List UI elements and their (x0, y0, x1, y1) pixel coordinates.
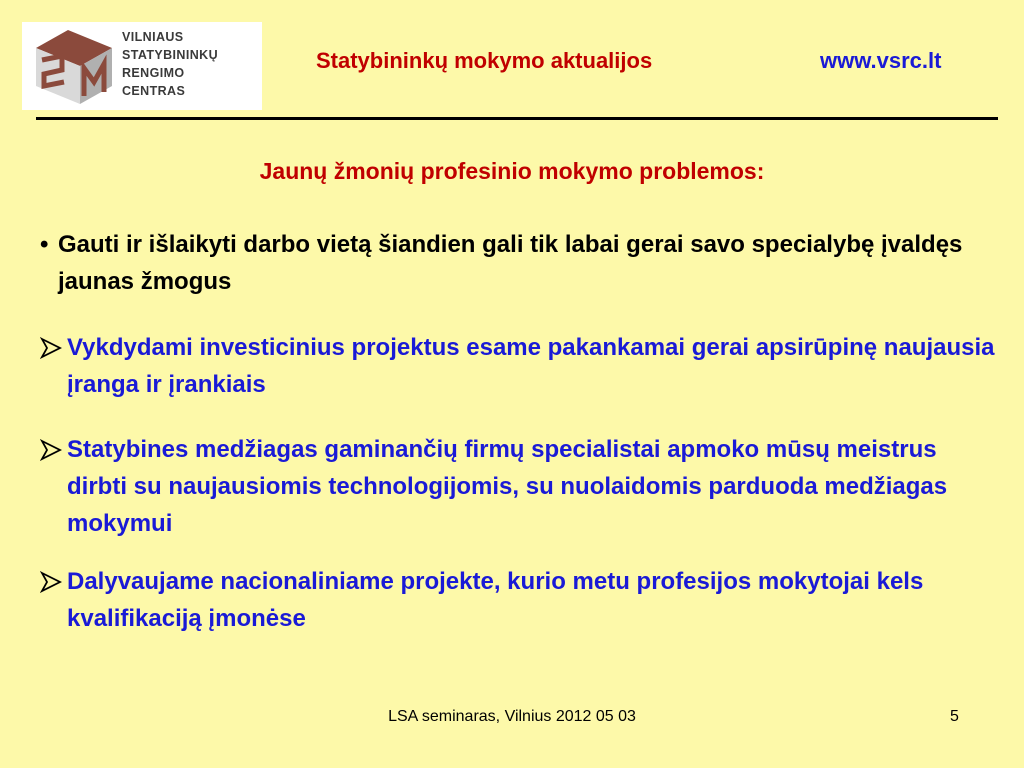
arrow-list-item (40, 563, 1000, 637)
arrow-bullet-icon (40, 571, 62, 593)
logo-text (122, 28, 218, 100)
logo-line: VILNIAUS (122, 30, 184, 44)
header-divider (36, 117, 998, 120)
header-url-link[interactable]: www.vsrc.lt (820, 48, 942, 73)
page-number: 5 (950, 708, 959, 725)
arrow-bullet-icon (40, 337, 62, 359)
logo-line: CENTRAS (122, 84, 186, 98)
arrow-list-item (40, 329, 1000, 403)
slide-subtitle: Jaunų žmonių profesinio mokymo problemos: (259, 158, 765, 184)
bullet-dot-icon: • (40, 231, 49, 258)
arrow-item-text: Dalyvaujame nacionaliniame projekte, kurio metu profesijos mokytojai kels kvalifikaciją įmonėse (67, 568, 924, 632)
arrow-item-text: Vykdydami investicinius projektus esame pakankamai gerai apsirūpinę naujausia įranga ir įrankiais (67, 334, 995, 398)
header-title: Statybininkų mokymo aktualijos (316, 48, 653, 73)
arrow-list-item (40, 431, 1000, 542)
bullet-text: Gauti ir išlaikyti darbo vietą šiandien gali tik labai gerai savo specialybę įvaldęs jaunas žmogus (58, 231, 963, 295)
bullet-item (40, 226, 1000, 300)
arrow-item-text: Statybines medžiagas gaminančių firmų specialistai apmoko mūsų meistrus dirbti su naujausiomis technologijomis, su nuolaidomis parduoda medžiagas mokymui (67, 436, 948, 537)
logo-emblem-icon (28, 26, 120, 106)
logo-line: RENGIMO (122, 66, 185, 80)
arrow-bullet-icon (40, 439, 62, 461)
logo-line: STATYBININKŲ (122, 48, 218, 62)
footer-text: LSA seminaras, Vilnius 2012 05 03 (388, 708, 636, 725)
organization-logo (22, 22, 262, 110)
